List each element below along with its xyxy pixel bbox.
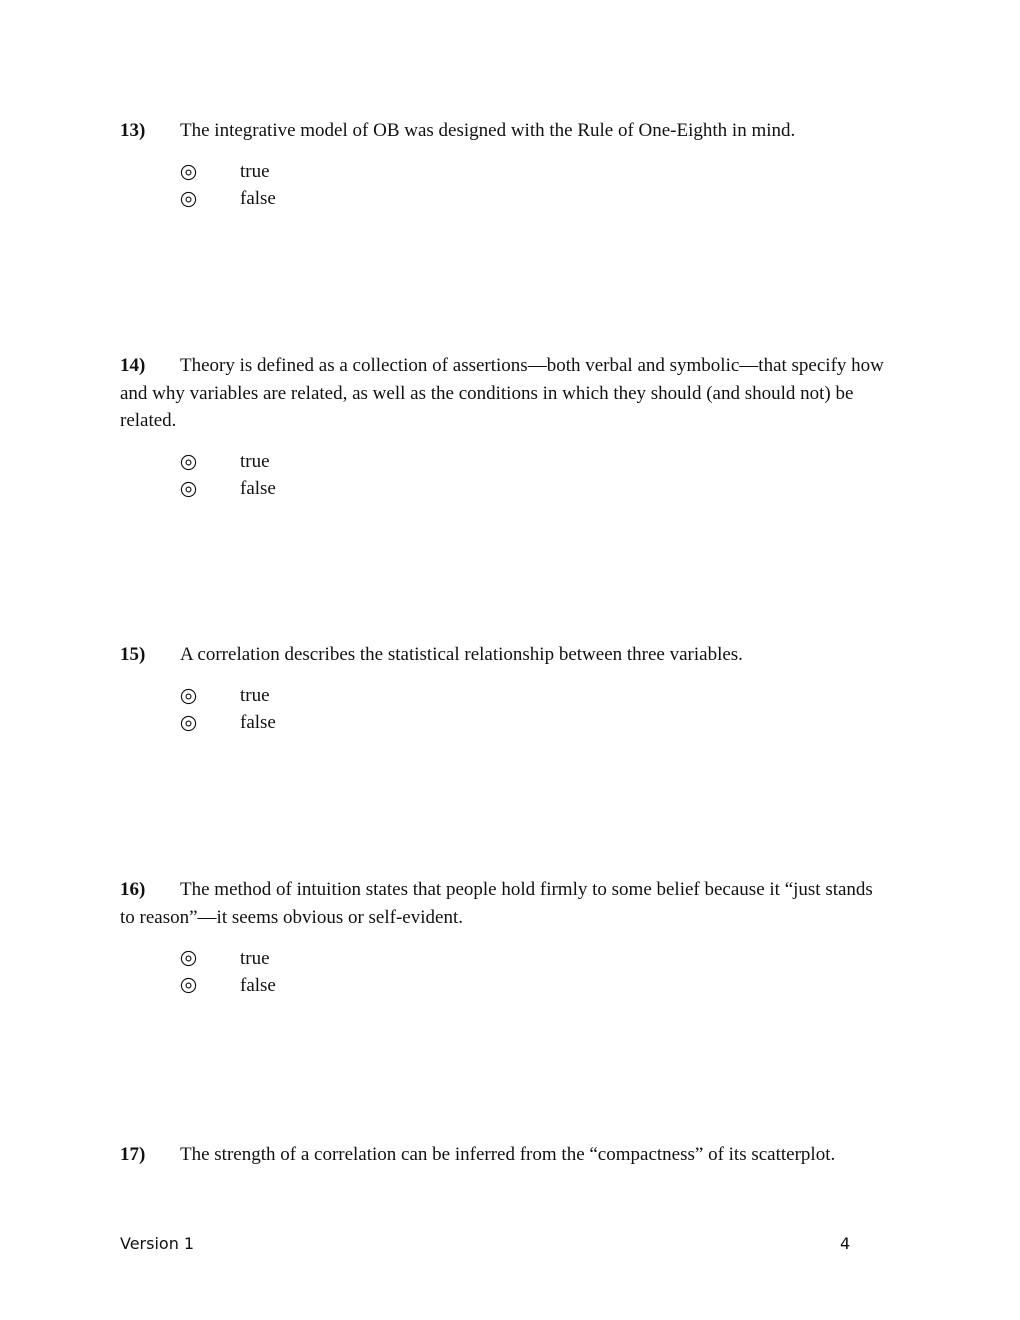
option-label: false [240,188,276,209]
answer-options [120,945,890,999]
option-false[interactable] [180,186,890,213]
option-label: false [240,974,276,996]
question-number: 15) [120,644,146,665]
question-15 [120,641,890,737]
option-true[interactable] [180,159,890,186]
question-number: 16) [120,879,146,900]
radio-button-icon[interactable] [180,688,197,705]
radio-button-icon[interactable] [180,481,197,498]
question-number: 13) [120,120,146,141]
option-label: false [240,478,276,499]
question-text [120,1141,890,1169]
option-label: true [240,451,270,472]
question-text [120,117,890,145]
footer-page-number: 4 [840,1234,851,1253]
option-true[interactable] [180,945,890,972]
question-prompt: The integrative model of OB was designed with the Rule of One-Eighth in mind. [180,120,796,141]
radio-button-icon[interactable] [180,454,197,471]
question-14 [120,352,890,503]
option-true[interactable] [180,683,890,710]
option-label: false [240,712,276,733]
option-false[interactable] [180,710,890,737]
question-13 [120,117,890,213]
footer-version: Version 1 [120,1234,195,1253]
option-label: true [240,947,270,969]
question-text [120,876,890,931]
question-prompt: Theory is defined as a collection of assertions—both verbal and symbolic—that specify how and why variables are related, as well as the conditions in which they should (and should not) be related. [120,355,884,431]
option-label: true [240,685,270,706]
question-17 [120,1141,890,1169]
question-prompt: The strength of a correlation can be inferred from the “compactness” of its scatterplot. [180,1144,836,1165]
radio-button-icon[interactable] [180,950,197,967]
radio-button-icon[interactable] [180,715,197,732]
answer-options [120,449,890,503]
question-text [120,352,890,435]
question-16 [120,876,890,999]
option-label: true [240,161,270,182]
question-text [120,641,890,669]
option-false[interactable] [180,972,890,999]
radio-button-icon[interactable] [180,977,197,994]
answer-options [120,159,890,213]
radio-button-icon[interactable] [180,164,197,181]
answer-options [120,683,890,737]
question-prompt: The method of intuition states that people hold firmly to some belief because it “just stands to reason”—it seems obvious or self-evident. [120,879,873,928]
option-false[interactable] [180,476,890,503]
question-prompt: A correlation describes the statistical relationship between three variables. [180,644,743,665]
radio-button-icon[interactable] [180,191,197,208]
option-true[interactable] [180,449,890,476]
question-number: 14) [120,355,146,376]
question-number: 17) [120,1144,146,1165]
